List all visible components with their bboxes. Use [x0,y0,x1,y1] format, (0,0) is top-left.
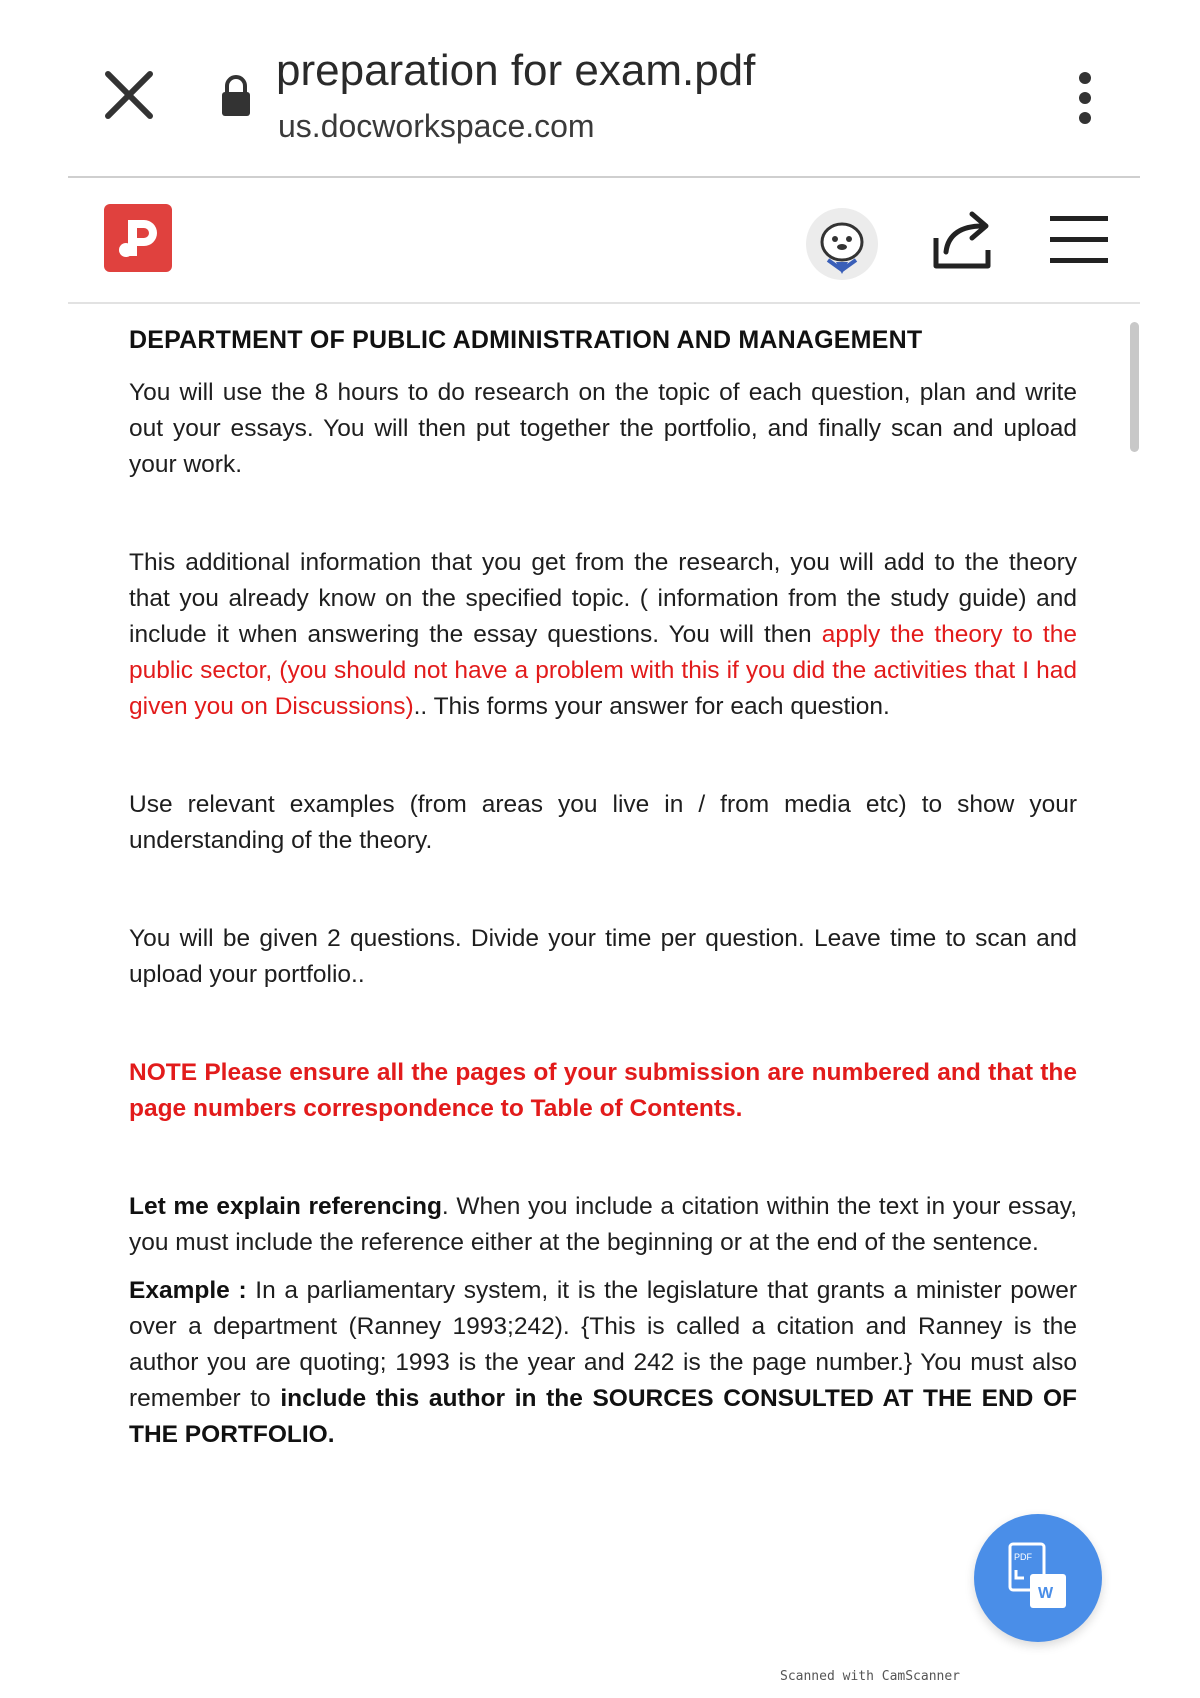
example-label: Example : [129,1277,247,1304]
p2-text-a: This additional information that you get from the research, you will add to the theory that you already know on the specified topic. ( information from the study guide) and include it when answering the essay questions. You will then [129,549,1077,648]
toolbar-divider [68,302,1140,304]
more-options-button[interactable] [1070,70,1100,126]
browser-top-bar [0,0,1200,178]
close-icon [100,66,164,130]
svg-text:W: W [1038,1585,1054,1602]
paragraph-additional-info [129,545,1077,725]
paragraph-questions: You will be given 2 questions. Divide your time per question. Leave time to scan and upload your portfolio.. [129,925,1077,988]
more-vert-icon [1070,70,1100,126]
document-scrollbar[interactable] [1130,322,1139,452]
example-bold-2: SOURCES CONSULTED AT THE END OF THE PORTFOLIO. [129,1385,1077,1448]
app-logo-icon [104,204,172,272]
scanner-watermark: Scanned with CamScanner [780,1669,961,1684]
p2-text-b: .. This forms your answer for each question. [413,693,890,720]
viewer-toolbar [0,178,1200,302]
paragraph-research: You will use the 8 hours to do research on the topic of each question, plan and write out your essays. You will then put together the portfolio, and finally scan and upload your work. [129,379,1077,478]
pdf-to-word-button[interactable] [974,1514,1102,1642]
share-button[interactable] [930,208,994,272]
assistant-avatar-button[interactable] [806,208,878,280]
note-paragraph: NOTE Please ensure all the pages of your submission are numbered and that the page numbers correspondence to Table of Contents. [129,1059,1077,1122]
referencing-label: Let me explain referencing [129,1193,442,1220]
paragraph-examples: Use relevant examples (from areas you live in / from media etc) to show your understanding of the theory. [129,791,1077,854]
close-button[interactable] [100,66,164,130]
hamburger-menu-icon [1050,214,1108,266]
example-text: In a parliamentary system, it is the legislature that grants a minister power over a department (Ranney 1993;242). {This is called a citation and Ranney is the author you are quoting; 1993 is the year and 242 is the page number.} You must also remember to [129,1277,1077,1412]
p2-highlight: apply the theory to the public sector, (you should not have a problem with this if you did the activities that I had given you on Discussions) [129,621,1077,720]
paragraph-referencing [129,1189,1077,1261]
department-heading: DEPARTMENT OF PUBLIC ADMINISTRATION AND MANAGEMENT [129,326,923,354]
svg-text:PDF: PDF [1014,1552,1032,1562]
document-title: preparation for exam.pdf [276,46,756,95]
document-page [129,326,1077,1453]
document-url: us.docworkspace.com [278,108,595,144]
main-menu-button[interactable] [1050,214,1108,266]
assistant-avatar-icon [806,208,878,280]
referencing-text: . When you include a citation within the text in your essay, you must include the reference either at the beginning or at the end of the sentence. [129,1193,1078,1256]
pdf-to-word-icon [1006,1542,1070,1614]
paragraph-example [129,1273,1077,1453]
lock-icon [220,74,252,118]
example-bold-1: include this author in the [280,1385,583,1412]
share-icon [930,208,994,272]
